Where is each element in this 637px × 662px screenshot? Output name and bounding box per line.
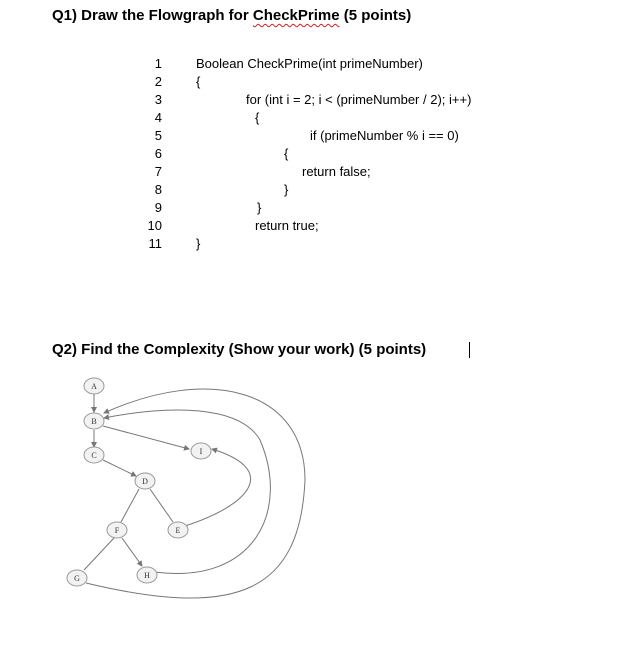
q1-heading-prefix: Q1) Draw the Flowgraph for bbox=[52, 7, 253, 24]
edge-b-i bbox=[103, 426, 189, 449]
edge-f-h bbox=[122, 538, 142, 566]
line-number: 11 bbox=[148, 236, 162, 251]
node-label-c: C bbox=[91, 451, 97, 460]
q1-heading-function-name: CheckPrime bbox=[252, 7, 340, 24]
line-number: 9 bbox=[154, 200, 162, 215]
node-label-g: G bbox=[74, 574, 80, 583]
code-line: return true; bbox=[255, 218, 319, 233]
code-line: { bbox=[255, 110, 260, 125]
node-label-b: B bbox=[91, 417, 97, 426]
line-number: 10 bbox=[147, 218, 162, 233]
node-label-f: F bbox=[114, 526, 120, 535]
q1-heading-suffix: (5 points) bbox=[339, 7, 412, 24]
node-label-e: E bbox=[175, 526, 181, 535]
line-number: 6 bbox=[154, 146, 162, 161]
line-number: 4 bbox=[154, 110, 162, 125]
line-number: 1 bbox=[154, 56, 162, 71]
code-line: { bbox=[284, 146, 289, 161]
edge-c-d bbox=[103, 460, 136, 476]
code-line: } bbox=[196, 236, 201, 251]
code-line: if (primeNumber % i == 0) bbox=[310, 128, 459, 143]
edge-d-f bbox=[121, 489, 139, 522]
edge-e-i bbox=[185, 449, 251, 526]
line-number: 2 bbox=[154, 74, 162, 89]
edge-g-b bbox=[86, 389, 305, 598]
code-line: for (int i = 2; i < (primeNumber / 2); i++) bbox=[246, 92, 472, 107]
line-number: 8 bbox=[154, 182, 162, 197]
code-line: return false; bbox=[302, 164, 371, 179]
edge-d-e bbox=[150, 489, 173, 522]
line-number: 7 bbox=[154, 164, 162, 179]
line-number: 3 bbox=[154, 92, 162, 107]
q2-heading: Q2) Find the Complexity (Show your work) (5 points) bbox=[52, 341, 427, 358]
node-label-a: A bbox=[91, 382, 97, 391]
edge-f-g bbox=[84, 538, 114, 570]
code-line: Boolean CheckPrime(int primeNumber) bbox=[196, 56, 423, 71]
code-line: } bbox=[284, 182, 289, 197]
node-label-d: D bbox=[142, 477, 148, 486]
node-label-h: H bbox=[144, 571, 150, 580]
line-number: 5 bbox=[154, 128, 162, 143]
code-line: { bbox=[196, 74, 201, 89]
code-line: } bbox=[257, 200, 262, 215]
node-label-i: I bbox=[199, 447, 203, 456]
